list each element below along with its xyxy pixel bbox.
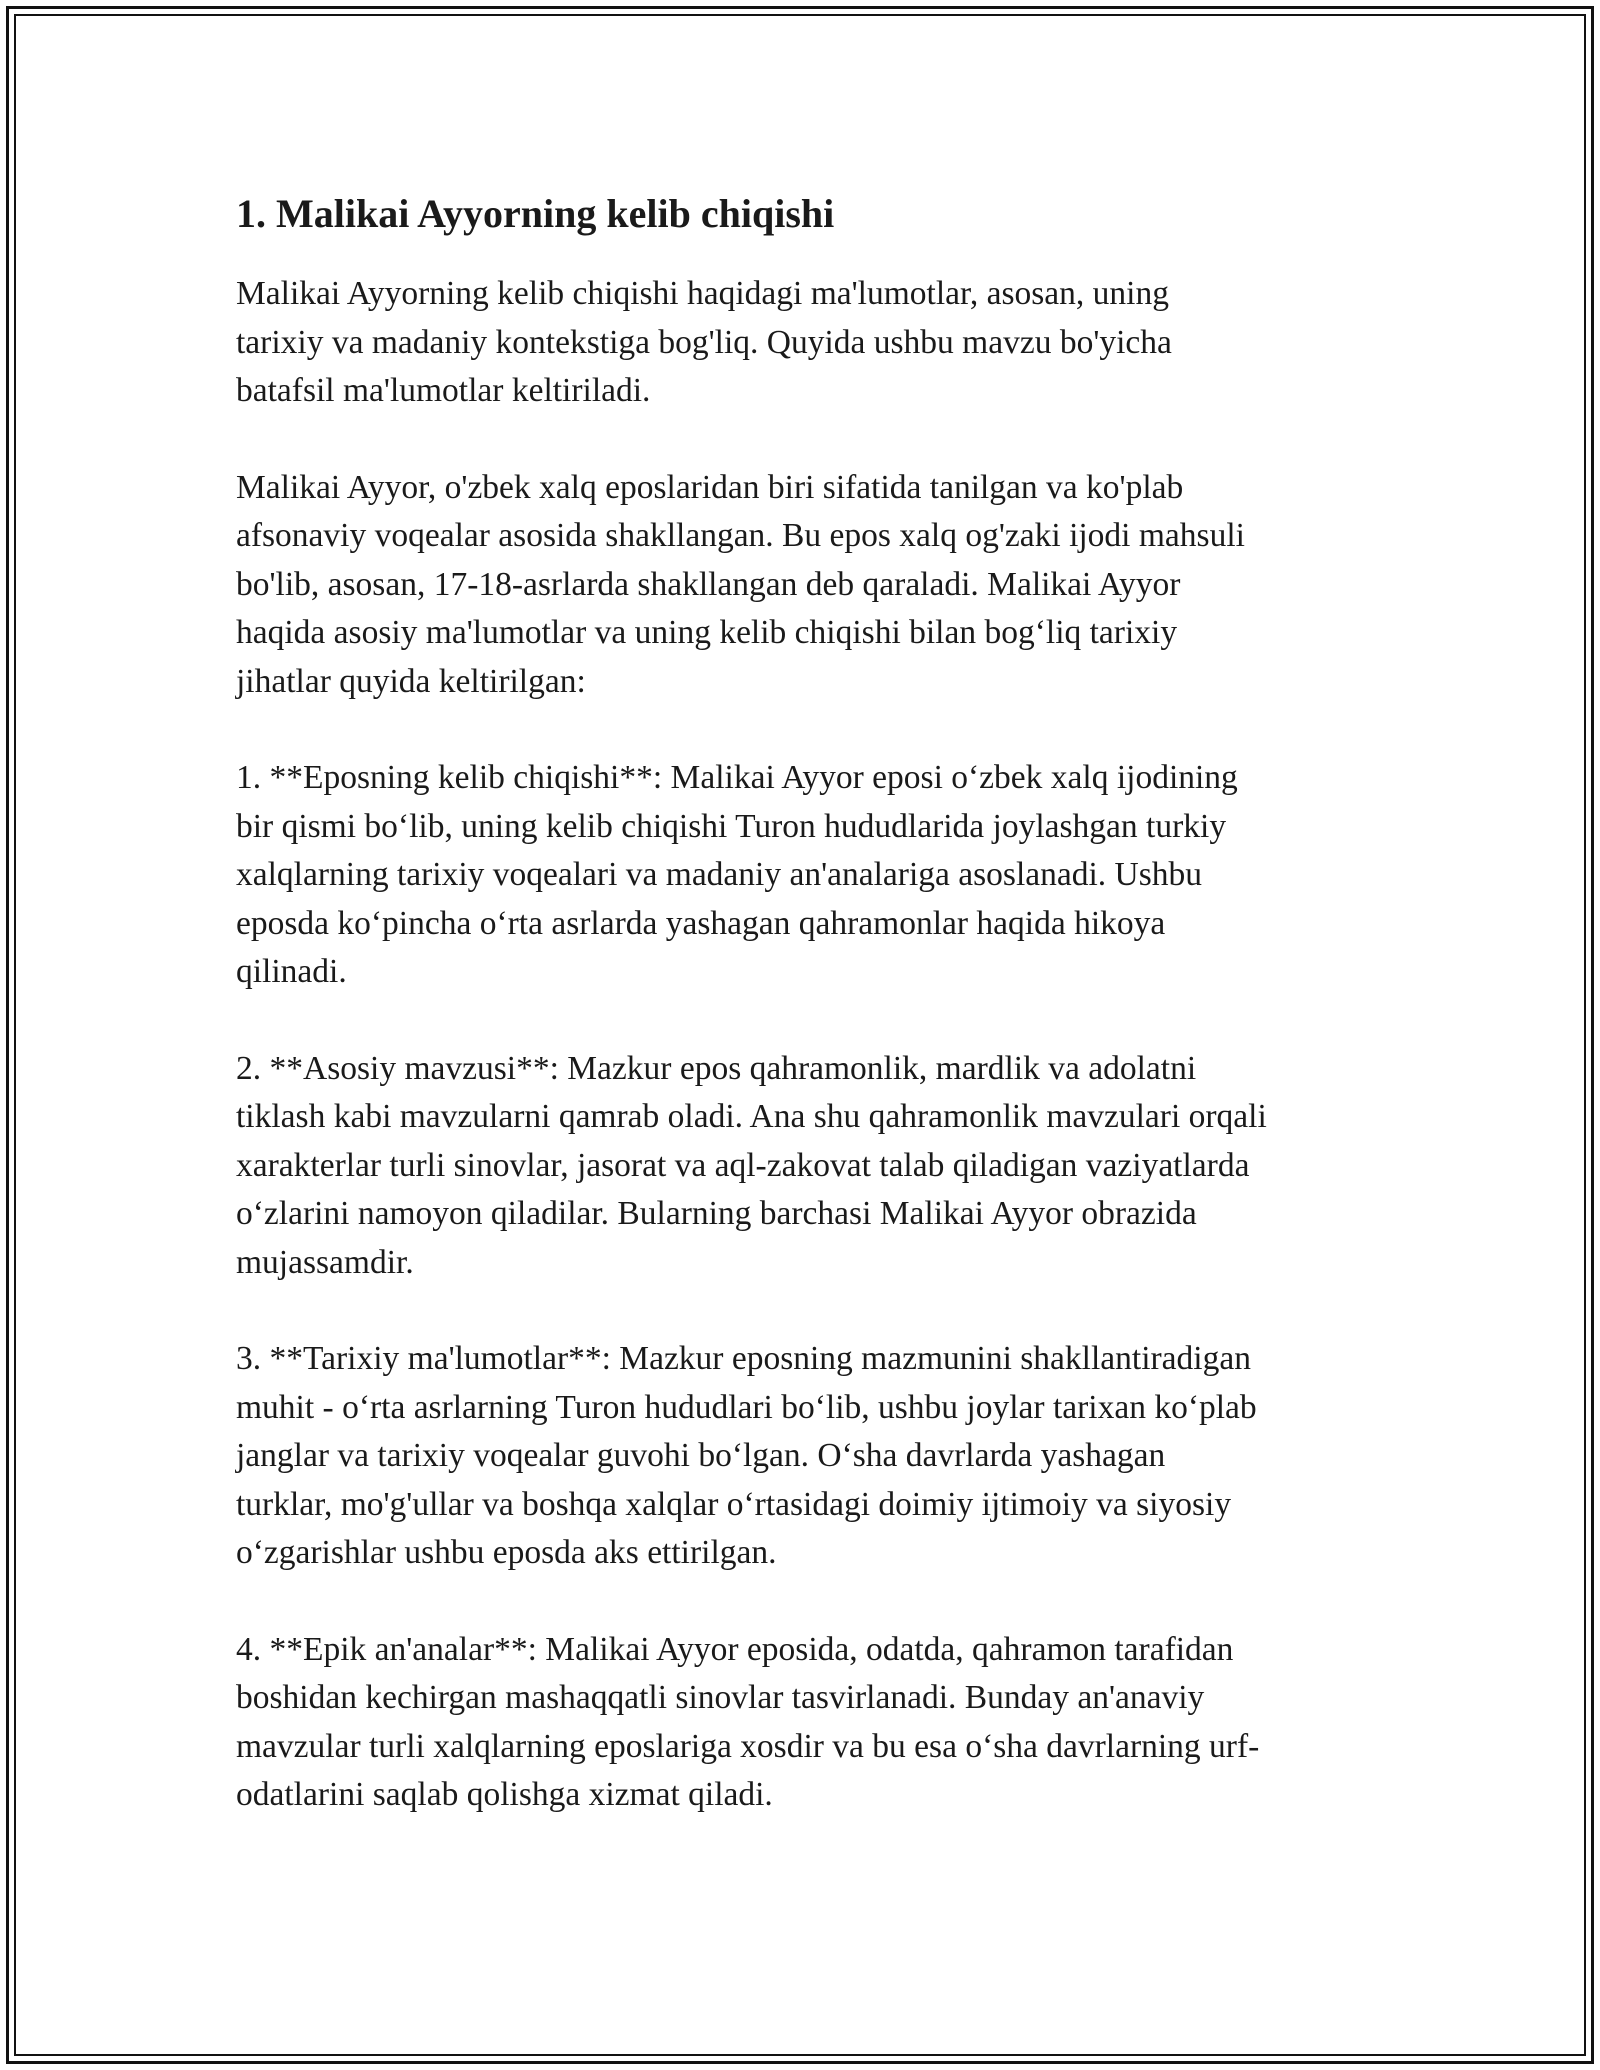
section-heading: 1. Malikai Ayyorning kelib chiqishi	[236, 191, 835, 236]
list-item-origin: 1. **Eposning kelib chiqishi**: Malikai Ayyor eposi o‘zbek xalq ijodining bir qismi bo‘lib, uning kelib chiqishi Turon hududlarida joylashgan turkiy xalqlarning tarixiy voqealari va madaniy an'analariga asoslanadi. Ushbu eposda ko‘pincha o‘rta asrlarda yashagan qahramonlar haqida hikoya qilinadi.	[236, 759, 1238, 990]
intro-paragraph: Malikai Ayyorning kelib chiqishi haqidagi ma'lumotlar, asosan, uning tarixiy va madaniy kontekstiga bog'liq. Quyida ushbu mavzu bo'yicha batafsil ma'lumotlar keltiriladi.	[236, 275, 1172, 409]
list-item-main-theme: 2. **Asosiy mavzusi**: Mazkur epos qahramonlik, mardlik va adolatni tiklash kabi mavzularni qamrab oladi. Ana shu qahramonlik mavzulari orqali xarakterlar turli sinovlar, jasorat va aql-zakovat talab qiladigan vaziyatlarda o‘zlarini namoyon qiladilar. Bularning barchasi Malikai Ayyor obrazida mujassamdir.	[236, 1049, 1267, 1281]
list-item-historical-info: 3. **Tarixiy ma'lumotlar**: Mazkur eposning mazmunini shakllantiradigan muhit - o‘rta asrlarning Turon hududlari bo‘lib, ushbu joylar tarixan ko‘plab janglar va tarixiy voqealar guvohi bo‘lgan. O‘sha davrlarda yashagan turklar, mo'g'ullar va boshqa xalqlar o‘rtasidagi doimiy ijtimoiy va siyosiy o‘zgarishlar ushbu eposda aks ettirilgan.	[236, 1340, 1257, 1571]
document-body	[236, 184, 1376, 1868]
list-item-epic-traditions: 4. **Epik an'analar**: Malikai Ayyor eposida, odatda, qahramon tarafidan boshidan kechirgan mashaqqatli sinovlar tasvirlanadi. Bunday an'anaviy mavzular turli xalqlarning eposlariga xosdir va bu esa o‘sha davrlarning urf- odatlarini saqlab qolishga xizmat qiladi.	[236, 1630, 1260, 1813]
overview-paragraph: Malikai Ayyor, o'zbek xalq eposlaridan biri sifatida tanilgan va ko'plab afsonaviy voqealar asosida shakllangan. Bu epos xalq og'zaki ijodi mahsuli bo'lib, asosan, 17-18-asrlarda shakllangan deb qaraladi. Malikai Ayyor haqida asosiy ma'lumotlar va uning kelib chiqishi bilan bog‘liq tarixiy jihatlar quyida keltirilgan:	[236, 468, 1245, 700]
